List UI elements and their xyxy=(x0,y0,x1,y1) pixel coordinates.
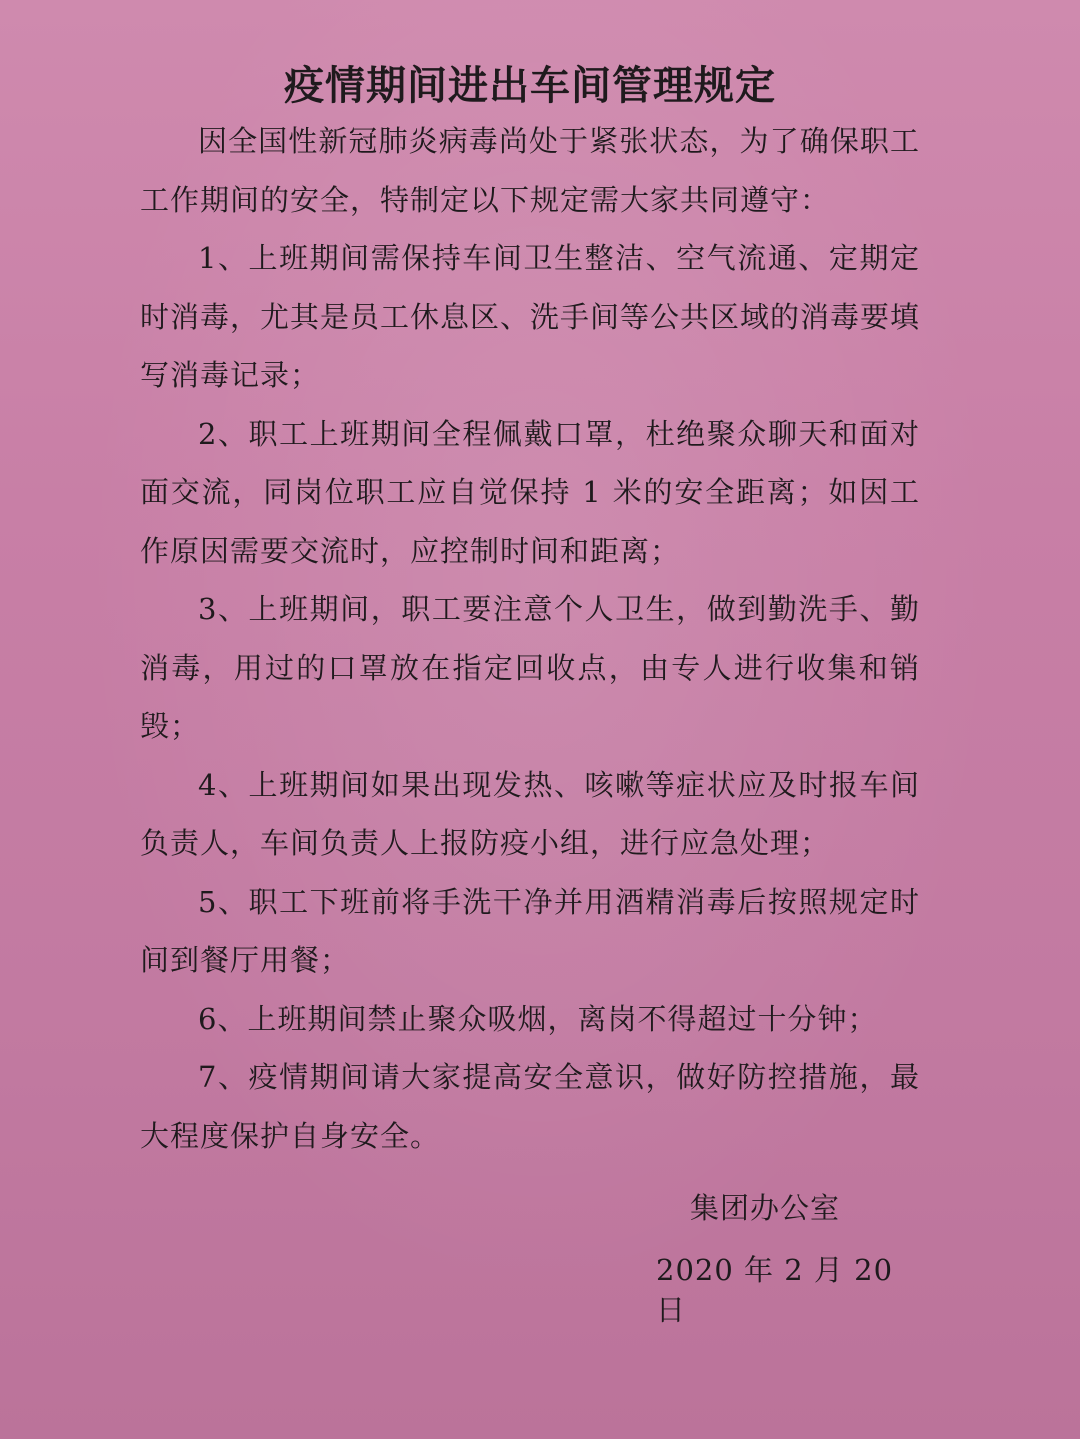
rule-item-7: 7、疫情期间请大家提高安全意识，做好防控措施，最大程度保护自身安全。 xyxy=(140,1060,920,1153)
document-body xyxy=(140,112,920,1165)
rule-item-4: 4、上班期间如果出现发热、咳嗽等症状应及时报车间负责人，车间负责人上报防疫小组，进行应急处理； xyxy=(140,767,920,860)
document-title: 疫情期间进出车间管理规定 xyxy=(284,63,776,109)
rule-item-1: 1、上班期间需保持车间卫生整洁、空气流通、定期定时消毒，尤其是员工休息区、洗手间等公共区域的消毒要填写消毒记录； xyxy=(140,241,921,392)
signature-date: 2020 年 2 月 20 日 xyxy=(656,1253,894,1327)
rule-item-3: 3、上班期间，职工要注意个人卫生，做到勤洗手、勤消毒，用过的口罩放在指定回收点，由专人进行收集和销毁； xyxy=(140,592,920,743)
rule-item-2: 2、职工上班期间全程佩戴口罩，杜绝聚众聊天和面对面交流，同岗位职工应自觉保持 1 米的安全距离；如因工作原因需要交流时，应控制时间和距离； xyxy=(140,416,920,568)
intro-paragraph: 因全国性新冠肺炎病毒尚处于紧张状态，为了确保职工工作期间的安全，特制定以下规定需大家共同遵守： xyxy=(140,124,920,217)
rule-item-5: 5、职工下班前将手洗干净并用酒精消毒后按照规定时间到餐厅用餐； xyxy=(140,884,920,977)
rule-item-6: 6、上班期间禁止聚众吸烟，离岗不得超过十分钟； xyxy=(198,1001,878,1036)
signature-organization: 集团办公室 xyxy=(690,1191,841,1225)
